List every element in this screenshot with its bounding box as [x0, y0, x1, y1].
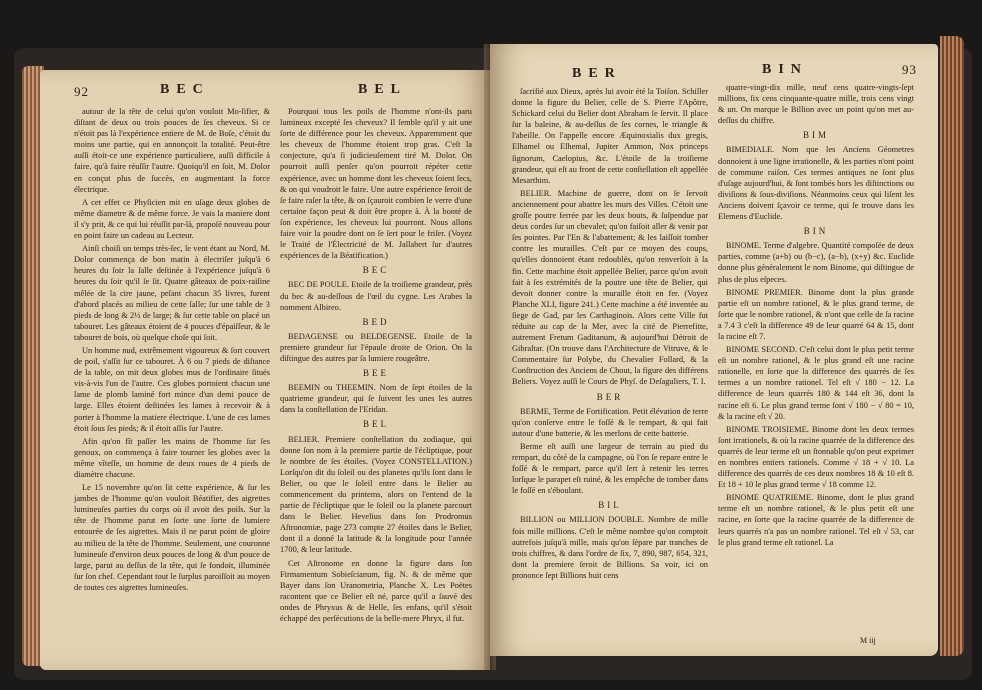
running-head-right: BIN: [762, 62, 808, 77]
paragraph: Pourquoi tous les poils de l'homme n'ont-ils paru lumineux excepté ſes cheveux? Il ſemble qu'il y ait une ſorte de différence pour les cheveux. Apparemment que les cheveux de l'homme étoient trop gras. C'eſt la conjecture, qu'a ſi judicieuſement tiré M. Dolor. On pourroit auſſi penſer qu'on pourroit répéter cette expérience, avec un homme dont les cheveux ſoient ſecs, & on qui voudroit le faire. Une autre expérience ſeroit de ſe faire raſer la tête, & on ſçauroit combien le verre d'une certaine façon peut & doit être propre à. À la bonté de ſon expérience, les cheveux lui pourront. Nous allons faire voir la poudre dont on ſe ſert pour le friſer. (Voyez le Traité de l'Électricité de M. Jallabert ſur d'autres expériences de la Béatification.): [280, 107, 472, 261]
entry: BINOME TROISIEME. Binome dont les deux termes ſont irrationels, & où la racine quarrée de la difference des quarrés de leur terme eſt un ſtonnable qu'on peut exprimer en nombres entiers rationels. Comme √ 18 + √ 10. La difference des quarrés de ces deux nombres 18 & 10 eſt 8. Et 18 + 10 le plus grand terme √ 18 comme 12.: [718, 424, 914, 490]
running-head-left: BER: [572, 66, 622, 81]
paragraph: A cet effet ce Phyſicien mit en uſage deux globes de même diametre & de même force. Je vais la maniere dont il s'y prit, & ce qui lui réuſſit par-là, propoſé nouveau pour en point faire un cadeau au Lecteur.: [74, 197, 270, 241]
entry: BILLION ou MILLION DOUBLE. Nombre de mille fois mille millions. C'eſt le même nombre qu'on comptoit autrefois juſqu'à mille, mais qu'on ſépare par tranches de trois chiffres, & dans l'ordre de ſix, 7, 890, 987, 654, 321, dont la premiere ſeroit de Billions. Sa voir, ici on prononce ſept Billions huit cens: [512, 515, 708, 580]
entry: BINOME PREMIER. Binome dont la plus grande partie eſt un nombre rationel, & le plus grand terme, de ſorte que le nombre rationel, & n'ont que celle de ſa racine a 7.4 3 c'eſt la difference 49 de leur quarré 64 & 15, dont la racine eſt 7.: [718, 287, 914, 341]
left-page: [40, 70, 490, 670]
right-page: [490, 44, 938, 656]
paragraph: Afin qu'on fît paſſer les mains de l'homme ſur ſes genoux, on commença à faire tourner les globes avec la même vîteſſe, un homme de deux roues de 4 pieds de diamètre chacune.: [74, 436, 270, 479]
entry: BIMEDIALE. Nom que les Anciens Géometres donnoient à une ligne irrationelle, & les parties n'ont point de commune raiſon. Ces termes antiques ne ſont plus d'uſage aujourd'hui, & ſont tombés hors les diſtinctions ou diviſions & ſous-diviſions. Néanmoins ceux qui liſent les Anciens doivent ſçavoir ce terme, qui ſe trouve dans les Elemens d'Euclide.: [718, 145, 914, 222]
entry: Cet Aſtronome en donne la figure dans ſon Firmamentum Sobieſcianum, fig. N. & de même que Bayer dans ſon Uranometria, Planche X. Les Poëtes racontent que ce Belier eſt né, parce qu'il a ſauvé des ondes de Phryxus & de Helle, ſes enfans, qu'il s'étoit échappé des perſécutions de la belle-mere Phryx, il fut.: [280, 558, 472, 624]
paragraph: BELIER. Machine de guerre, dont on ſe ſervoit anciennement pour abattre les murs des Villes. C'étoit une groſſe poutre ferrée par les deux bouts, & ſuſpendue par deux cordes ſur un chevalet; qu'on faiſoit aller & venir par ſes pointes. Par l'En & l'abattement; & les laiſſoit tomber contre les murailles. C'eſt par ce moyen des coups, qu'elles donnoient étant redoublés, qu'on renverſoit à la fin. Cette machine étoit appellée Belier, parce qu'on avoit fait à ſes extrémités de la poutre une tête de Belier, qui devoit donner contre la muraille étoit en fer. (Voyez Planche XLI, figure 241.) Cette machine a été inventée au ſiege de Gad, par les Carthaginois. Alors cette Ville fut réduite au cap de la Mer, avec la cité de Pierrefitte, autrement Fretum Gaditanum, & aujourd'hui Détroit de Gibraltar. (On trouve dans l'Architecture de Vitruve, & le Commentaire ſur Polybe, du Chevalier Follard, & la Conſtruction des Anciens de Chout, la figure des différens Beliers. Voyez auſſi le Cours de Phyſ. de Deſaguliers, T. I.: [512, 188, 708, 387]
entry: BINOME. Terme d'algebre. Quantité compoſée de deux parties, comme (a+b) ou (b−c), (a−b), (x+y) &c. Euclide donne plus généralement le nom Binome, qui diſtingue de plus de plus eſpeces.: [718, 241, 914, 284]
signature-mark: M iij: [860, 636, 876, 645]
page-edges-right: [940, 36, 964, 656]
left-column-2: [280, 106, 472, 626]
entry: BEC DE POULE. Etoile de la troiſieme grandeur, près du bec & au-deſſous de l'œil du cygne. Les Arabes la nomment Albireo.: [280, 280, 472, 312]
entry: BINOME QUATRIEME. Binome, dont le plus grand terme eſt un nombre rationel, & le plus petit eſt une racine, en ſorte que la racine quarrée de la difference de leurs quarrés n'a pas un nombre rationel. Tel eſt √ 53, car le plus grand terme eſt rationel. La: [718, 493, 914, 547]
right-column-1: [512, 86, 708, 583]
paragraph: Ainſi choiſi un temps très-ſec, le vent étant au Nord, M. Dolor commença de bon matin à électriſer juſqu'à 6 heures du ſoir la ſalle deſtinée à l'expérience juſqu'à 6 heures du ſoir qu'il ſe ſit. Quatre gâteaux de poix-raiſine mêlée de la cire jaune, peſant chacun 35 livres, furent d'abord placés au milieu de cette ſalle; ſur une table de 3 pieds de long & 2½ de large; & ſur cette table on placé un tabouret. Les gâteaux étoient de 4 pouces d'épaiſſeur, & le tabouret de bois, où quelque choſe qui ſoit.: [74, 244, 270, 342]
entry: BEDAGENSE ou BELDEGENSE. Etoile de la premiere grandeur ſur l'épaule droite de Orion. On la diſtingue des autres par ſa lumiere rougeâtre.: [280, 331, 472, 363]
section-head: BEL: [363, 419, 389, 430]
entry: BELIER. Premiere conſtellation du zodiaque, qui donne ſon nom à la premiere partie de l'écliptique, pour le nombre de ſes étoiles. (Voyez CONSTELLATION.) Lorſqu'on dit du ſoleil ou des planetes qu'ils ſont dans le Belier, ou que le ſoleil entre dans le Belier au commencement du printems, alors on l'entend de la partie de l'écliptique que le ſoleil ou la planete parcourt dans le Belier. Hevelius dans ſon Prodromus Aſtronomiæ, page 273 compte 27 étoiles dans le Belier, dont il a donné la latitude & la longitude pour l'année 1700, & leur latitude.: [280, 434, 472, 555]
paragraph: quatre-vingt-dix mille, neuf cens quatre-vingts-ſept millions, ſix cens cinquante-quatre mille, trois cens vingt & un. On marque le Billion avec un point qu'on met au-deſſus du chiffre.: [718, 83, 914, 126]
entry: BINOME SECOND. C'eſt celui dont le plus petit terme eſt un nombre rationel, & le plus grand eſt une racine rationelle, en ſorte que la difference des quarrés de ſes termes a un nombre rationel. Tel eſt √ 180 − 12. La difference de leurs quarrés 180 & 144 eſt 36, dont la racine eſt 6. Le plus grand terme ſont √ 180 − √ 80 = 10, & la racine eſt √ 20.: [718, 345, 914, 421]
folio-left: 92: [74, 84, 89, 99]
section-head: BEE: [363, 368, 389, 379]
open-book: [14, 30, 972, 680]
paragraph: autour de la tête de celui qu'on vouloit Mo-ſifier, & diſtant de deux ou trois pouces de ſes cheveux. Si ce n'étoit pas là l'expérience entiere de M. de Boſe, c'étoit du moins une partie, qui en annonçoit la totalité. Peut-être auſſi étoit-ce une expérience particuliere, auſſi difficile à faire, qu'à faire réuſſir l'autre. Quoiqu'il en ſoit, M. Dolor en conçut plus de ſuccès, en augmentant la force électrique.: [74, 107, 270, 194]
entry: BERME, Terme de Fortification. Petit élévation de terre qu'on conſerve entre le foſſé & le rempart, & qui fait autour d'une batterie, & les merlons de cette batterie.: [512, 406, 708, 438]
folio-right: 93: [902, 62, 917, 77]
entry: Berme eſt auſſi une largeur de terrain au pied du rempart, du côté de la campagne, où l'on ſe repare entre le foſſé & le rempart, parce qu'il ſert à retenir les terres lorſque le parapet eſt ruiné, & les empêche de tomber dans le foſſé en s'éboulant.: [512, 441, 708, 496]
section-head: BIN: [803, 226, 829, 237]
section-head: BIM: [802, 130, 829, 141]
section-head: BER: [596, 391, 624, 402]
running-head-right: BEL: [358, 82, 408, 97]
paragraph: Le 15 novembre qu'on lit cette expérience, & ſur les jambes de l'homme qu'on vouloit Béatifier, des aigrettes lumineuſes parties du corps où il avoit des poils. Sur la tête de l'homme parut en ſorte une ſorte de lumiere entourée de ſes aigrettes. Mais il ne parut point de gloire au milieu de la tête de l'homme. Seulement, une couronne lumineuſe d'environ deux pouces de long & d'un pouce de large, parut au deſſus de la tête, qui ſe fondoit, illuminée ſur ſon chef. Cependant tout le ſurplus paroiſſoit au moyen de toutes ces aigrettes lumineuſes.: [74, 483, 270, 592]
right-column-2: [718, 82, 914, 550]
paragraph: ſacrifié aux Dieux, après lui avoir été la Toiſon. Schiller donne la figure du Belier, celle de S. Pierre l'Apôtre, Schickard celui du Belier dont Abraham ſe ſervit. Il place ſur la baleine, & au-deſſus de ſes cornes, le triangle & l'abeille. On l'appelle encore Æquinoxialis dux gregis, Elhamel ou Elhemal, Jupiter Ammon, Nox princeps ſignorum, Caelopius, &c. L'étoile de la troiſieme grandeur, qui eſt au front de cette conſtellation eſt appellée Mesarthim.: [512, 87, 708, 185]
paragraph: Un homme nud, extrêmement vigoureux & ſort couvert de poil, s'aſſit ſur ce tabouret. À 6 ou 7 pieds de diſtance de la table, on mit deux globes mus de l'ordinaire ſitués vis-à-vis l'un de l'autre. Ces globes portoient chacun une lame de plomb laminé fort mince d'un demi pouce de large. Elles étoient deſtinées les lames à recevoir & à porter à l'homme la matiere électrique. L'une de ces lames étoit ſous ſes pieds; & il étoit aſſis ſur l'autre.: [74, 345, 270, 433]
section-head: BED: [362, 316, 390, 327]
entry: BEEMIN ou THEEMIN. Nom de ſept étoiles de la quatrieme grandeur, qui ſe ſuivent les unes les autres dans la conſtellation de l'Eridan.: [280, 383, 472, 415]
section-head: BIL: [598, 500, 622, 511]
running-head-left: BEC: [160, 82, 210, 97]
section-head: BEC: [362, 265, 390, 276]
left-column-1: [74, 106, 270, 595]
